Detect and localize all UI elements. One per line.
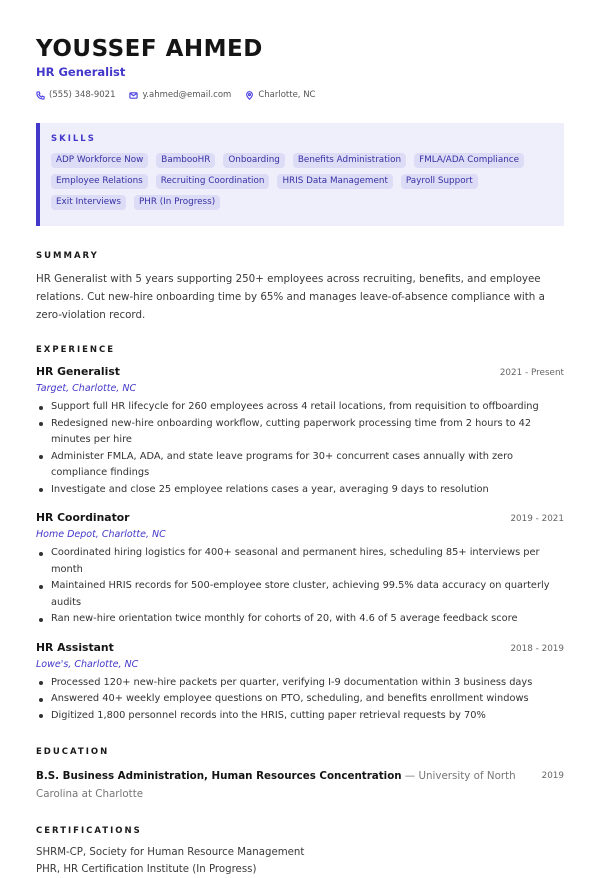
education-section: [36, 746, 564, 803]
job-entry: [36, 510, 564, 628]
skill-tag: FMLA/ADA Compliance: [414, 153, 524, 168]
job-org: Lowe's, Charlotte, NC: [36, 657, 564, 672]
resume-header: [36, 34, 564, 101]
job-bullet: Administer FMLA, ADA, and state leave programs for 30+ concurrent cases annually with zero compliance findings: [36, 449, 564, 482]
summary-section: [36, 250, 564, 324]
job-bullets: [36, 545, 564, 628]
certifications-section: [36, 825, 564, 878]
phone-icon: [36, 91, 45, 100]
certification-item: PHR, HR Certification Institute (In Progress): [36, 862, 564, 878]
skill-tag: PHR (In Progress): [134, 195, 220, 210]
job-bullet: Answered 40+ weekly employee questions on PTO, scheduling, and benefits enrollment windows: [36, 691, 564, 708]
skill-tag: Benefits Administration: [293, 153, 406, 168]
job-org: Home Depot, Charlotte, NC: [36, 527, 564, 542]
job-bullets: [36, 399, 564, 498]
skill-tag: Payroll Support: [401, 174, 478, 189]
job-dates: 2021 - Present: [500, 368, 564, 378]
phone-text: (555) 348-9021: [49, 90, 115, 100]
skills-section: [36, 123, 564, 226]
contact-phone: [36, 90, 115, 100]
job-dates: 2018 - 2019: [510, 644, 564, 654]
job-entry: [36, 364, 564, 498]
job-bullet: Ran new-hire orientation twice monthly for cohorts of 20, with 4.6 of 5 average feedback score: [36, 611, 564, 628]
job-title: HR Generalist: [36, 364, 120, 380]
skill-tag: Employee Relations: [51, 174, 148, 189]
education-title: EDUCATION: [36, 746, 564, 758]
experience-section: [36, 344, 564, 724]
certifications-list: [36, 845, 564, 878]
skill-tag: HRIS Data Management: [277, 174, 392, 189]
job-bullet: Processed 120+ new-hire packets per quarter, verifying I-9 documentation within 3 business days: [36, 675, 564, 692]
job-bullet: Digitized 1,800 personnel records into the HRIS, cutting paper retrieval requests by 70%: [36, 708, 564, 725]
skill-tag: BambooHR: [156, 153, 215, 168]
contact-location: [245, 90, 315, 100]
experience-title: EXPERIENCE: [36, 344, 564, 356]
job-dates: 2019 - 2021: [510, 514, 564, 524]
location-pin-icon: [245, 91, 254, 100]
mail-icon: [129, 91, 138, 100]
job-org: Target, Charlotte, NC: [36, 381, 564, 396]
certifications-title: CERTIFICATIONS: [36, 825, 564, 837]
education-degree: B.S. Business Administration, Human Resources Concentration: [36, 770, 402, 782]
summary-text: HR Generalist with 5 years supporting 250+ employees across recruiting, benefits, and employee relations. Cut new-hire onboarding time by 65% and manages leave-of-absence compliance with a zero-violation record.: [36, 270, 564, 324]
location-text: Charlotte, NC: [258, 90, 315, 100]
contact-email: [129, 90, 231, 100]
education-school: — University of North Carolina at Charlotte: [36, 770, 516, 800]
job-bullet: Maintained HRIS records for 500-employee store cluster, achieving 99.5% data accuracy on quarterly audits: [36, 578, 564, 611]
education-entry: [36, 767, 564, 803]
job-bullet: Redesigned new-hire onboarding workflow, cutting paperwork processing time from 2 hours to 42 minutes per hire: [36, 416, 564, 449]
job-entry: [36, 640, 564, 725]
job-bullet: Coordinated hiring logistics for 400+ seasonal and permanent hires, scheduling 85+ interviews per month: [36, 545, 564, 578]
email-text: y.ahmed@email.com: [142, 90, 231, 100]
skill-tag: Exit Interviews: [51, 195, 126, 210]
skill-tag: ADP Workforce Now: [51, 153, 148, 168]
summary-title: SUMMARY: [36, 250, 564, 262]
contact-bar: [36, 89, 564, 101]
education-year: 2019: [542, 767, 564, 803]
skill-tag: Onboarding: [223, 153, 285, 168]
skill-tag: Recruiting Coordination: [156, 174, 270, 189]
job-bullet: Support full HR lifecycle for 260 employees across 4 retail locations, from requisition to offboarding: [36, 399, 564, 416]
job-bullet: Investigate and close 25 employee relations cases a year, averaging 9 days to resolution: [36, 482, 564, 499]
skills-tag-list: [51, 153, 552, 216]
skills-title: SKILLS: [51, 133, 552, 145]
job-bullets: [36, 675, 564, 725]
candidate-role: HR Generalist: [36, 65, 564, 79]
candidate-name: YOUSSEF AHMED: [36, 34, 564, 64]
job-title: HR Assistant: [36, 640, 114, 656]
certification-item: SHRM-CP, Society for Human Resource Management: [36, 845, 564, 862]
job-title: HR Coordinator: [36, 510, 130, 526]
